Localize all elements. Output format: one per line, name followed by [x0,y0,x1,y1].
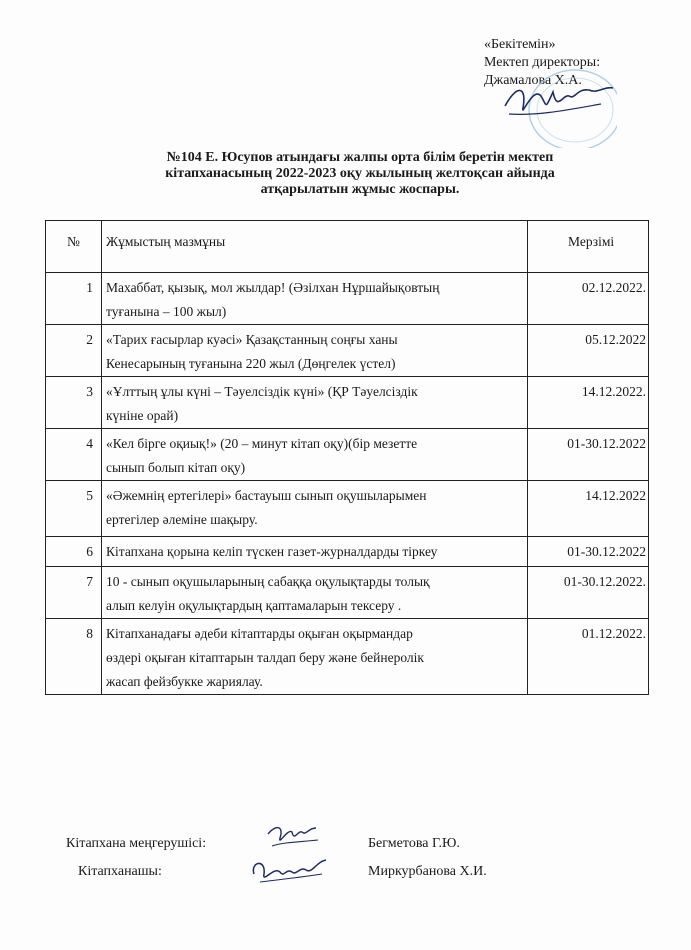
row-content-line: ертегілер әлеміне шақыру. [106,512,258,527]
row-number: 8 [46,619,102,695]
director-signature-stamp [497,66,617,148]
row-content-line: 10 - сынып оқушыларының сабаққа оқулықтарды толық [106,574,430,589]
row-content [102,325,528,377]
approval-position: Мектеп директоры: [484,55,601,70]
row-content-line: «Тарих ғасырлар куәсі» Қазақстанның соңғы ханы [106,332,398,347]
librarian-label: Кітапханашы: [78,864,162,879]
row-number: 4 [46,429,102,481]
row-content-line: Кітапхана қорына келіп түскен газет-журналдарды тіркеу [106,544,438,559]
row-content-line: Кенесарының туғанына 220 жыл (Дөңгелек үстел) [106,356,396,371]
table-row [46,429,649,481]
table-row [46,567,649,619]
head-librarian-name: Бегметова Г.Ю. [368,836,460,851]
row-deadline: 01.12.2022. [528,619,649,695]
document-title [120,150,600,198]
table-row [46,481,649,537]
title-line-2: кітапханасының 2022-2023 оқу жылының желтоқсан айында [165,166,555,181]
row-content-line: күніне орай) [106,408,179,423]
row-content-line: сынып болып кітап оқу) [106,460,246,475]
row-deadline: 01-30.12.2022 [528,429,649,481]
row-number: 2 [46,325,102,377]
table-header-row [46,221,649,273]
row-number: 5 [46,481,102,537]
row-number: 3 [46,377,102,429]
header-content: Жұмыстың мазмұны [102,221,528,273]
table-row [46,619,649,695]
row-content-line: Кітапханадағы әдеби кітаптарды оқыған оқырмандар [106,626,413,641]
row-content [102,481,528,537]
row-deadline: 01-30.12.2022. [528,567,649,619]
row-content [102,429,528,481]
row-deadline: 02.12.2022. [528,273,649,325]
row-content [102,619,528,695]
row-deadline: 14.12.2022 [528,481,649,537]
work-plan-table [45,220,649,695]
row-content-line: Махаббат, қызық, мол жылдар! (Әзілхан Нұршайықовтың [106,280,440,295]
row-content-line: өздері оқыған кітаптарын талдап беру және бейнеролік [106,650,424,665]
title-line-1: №104 Е. Юсупов атындағы жалпы орта білім беретін мектеп [166,150,554,165]
librarian-signature [246,852,330,892]
header-number: № [46,221,102,273]
row-content [102,377,528,429]
table-row [46,325,649,377]
title-line-3: атқарылатын жұмыс жоспары. [260,182,460,197]
approval-name: Джамалова Х.А. [484,73,582,88]
row-number: 1 [46,273,102,325]
head-librarian-label: Кітапхана меңгерушісі: [66,836,207,851]
row-content-line: «Кел бірге оқиық!» (20 – минут кітап оқу)(бір мезетте [106,436,418,451]
row-content-line: «Әжемнің ертегілері» бастауыш сынып оқушыларымен [106,488,427,503]
row-content-line: туғанына – 100 жыл) [106,304,227,319]
row-content-line: алып келуін оқулықтардың қаптамаларын тексеру . [106,598,402,613]
table-row [46,537,649,567]
table-body [46,273,649,695]
librarian-name: Миркурбанова Х.И. [368,864,487,879]
row-content [102,273,528,325]
row-content [102,567,528,619]
row-content [102,537,528,567]
table-row [46,377,649,429]
row-number: 6 [46,537,102,567]
approval-heading: «Бекітемін» [484,37,556,52]
row-content-line: жасап фейзбукке жариялау. [106,674,263,689]
row-deadline: 14.12.2022. [528,377,649,429]
header-deadline: Мерзімі [528,221,649,273]
row-content-line: «Ұлттың ұлы күні – Тәуелсіздік күні» (ҚР Тәуелсіздік [106,384,418,399]
table-row [46,273,649,325]
row-deadline: 01-30.12.2022 [528,537,649,567]
row-deadline: 05.12.2022 [528,325,649,377]
row-number: 7 [46,567,102,619]
